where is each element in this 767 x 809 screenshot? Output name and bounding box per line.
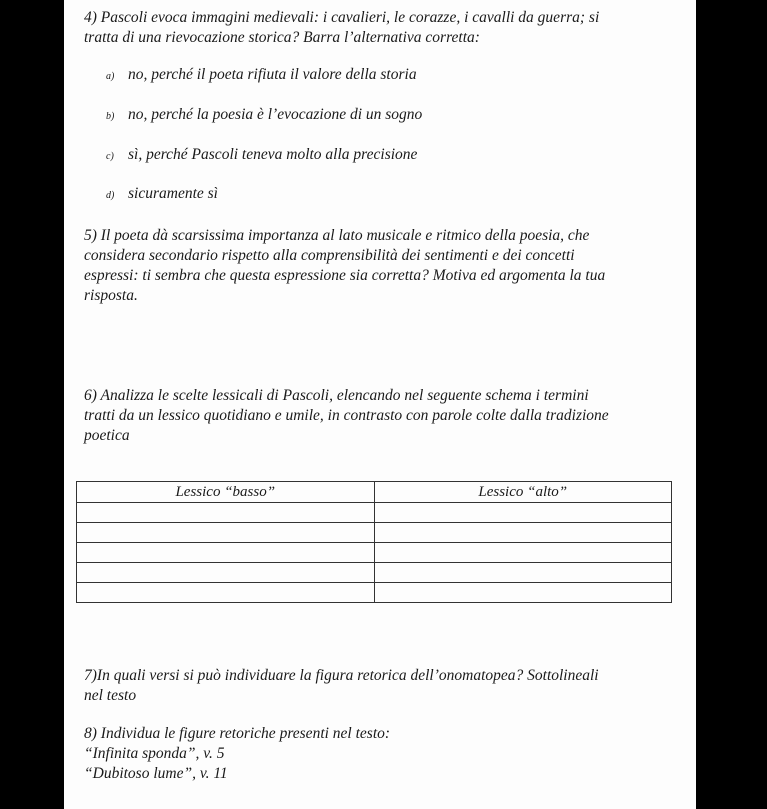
table-cell-alto[interactable] bbox=[374, 503, 672, 523]
option-letter: b) bbox=[106, 111, 115, 122]
option-letter: d) bbox=[106, 190, 115, 201]
option-letter: a) bbox=[106, 71, 115, 82]
q5-line-4: risposta. bbox=[84, 287, 138, 304]
q6-line-3: poetica bbox=[84, 427, 130, 444]
table-row bbox=[77, 583, 672, 603]
q8-line-2: “Infinita sponda”, v. 5 bbox=[84, 745, 225, 762]
q6-line-2: tratti da un lessico quotidiano e umile, in contrasto con parole colte dalla tradizione bbox=[84, 407, 609, 424]
table-row bbox=[77, 563, 672, 583]
q8-line-1: 8) Individua le figure retoriche presenti nel testo: bbox=[84, 725, 391, 742]
q7-line-1: 7)In quali versi si può individuare la figura retorica dell’onomatopea? Sottolineali bbox=[84, 667, 599, 684]
table-cell-alto[interactable] bbox=[374, 583, 672, 603]
table-cell-basso[interactable] bbox=[77, 503, 375, 523]
option-text: no, perché il poeta rifiuta il valore della storia bbox=[128, 66, 417, 83]
q8-line-3: “Dubitoso lume”, v. 11 bbox=[84, 765, 228, 782]
option-letter: c) bbox=[106, 151, 114, 162]
q4-line-2: tratta di una rievocazione storica? Barra l’alternativa corretta: bbox=[84, 29, 480, 46]
option-text: sicuramente sì bbox=[128, 185, 218, 202]
worksheet-page bbox=[64, 0, 696, 809]
table-cell-basso[interactable] bbox=[77, 583, 375, 603]
option-text: sì, perché Pascoli teneva molto alla precisione bbox=[128, 146, 418, 163]
table-cell-alto[interactable] bbox=[374, 563, 672, 583]
q4-line-1: 4) Pascoli evoca immagini medievali: i cavalieri, le corazze, i cavalli da guerra; si bbox=[84, 9, 600, 26]
q5-line-3: espressi: ti sembra che questa espressione sia corretta? Motiva ed argomenta la tua bbox=[84, 267, 606, 284]
table-cell-basso[interactable] bbox=[77, 563, 375, 583]
table-row bbox=[77, 543, 672, 563]
table-header-row bbox=[77, 482, 672, 503]
q5-line-2: considera secondario rispetto alla comprensibilità dei sentimenti e dei concetti bbox=[84, 247, 575, 264]
q5-line-1: 5) Il poeta dà scarsissima importanza al lato musicale e ritmico della poesia, che bbox=[84, 227, 590, 244]
q6-line-1: 6) Analizza le scelte lessicali di Pascoli, elencando nel seguente schema i termini bbox=[84, 387, 589, 404]
table-cell-alto[interactable] bbox=[374, 523, 672, 543]
table-cell-basso[interactable] bbox=[77, 523, 375, 543]
table-row bbox=[77, 503, 672, 523]
table-cell-alto[interactable] bbox=[374, 543, 672, 563]
table-row bbox=[77, 523, 672, 543]
q7-line-2: nel testo bbox=[84, 687, 137, 704]
lexicon-table bbox=[76, 481, 672, 603]
header-lessico-basso: Lessico “basso” bbox=[77, 482, 375, 503]
header-lessico-alto: Lessico “alto” bbox=[374, 482, 672, 503]
table-cell-basso[interactable] bbox=[77, 543, 375, 563]
option-text: no, perché la poesia è l’evocazione di un sogno bbox=[128, 106, 423, 123]
